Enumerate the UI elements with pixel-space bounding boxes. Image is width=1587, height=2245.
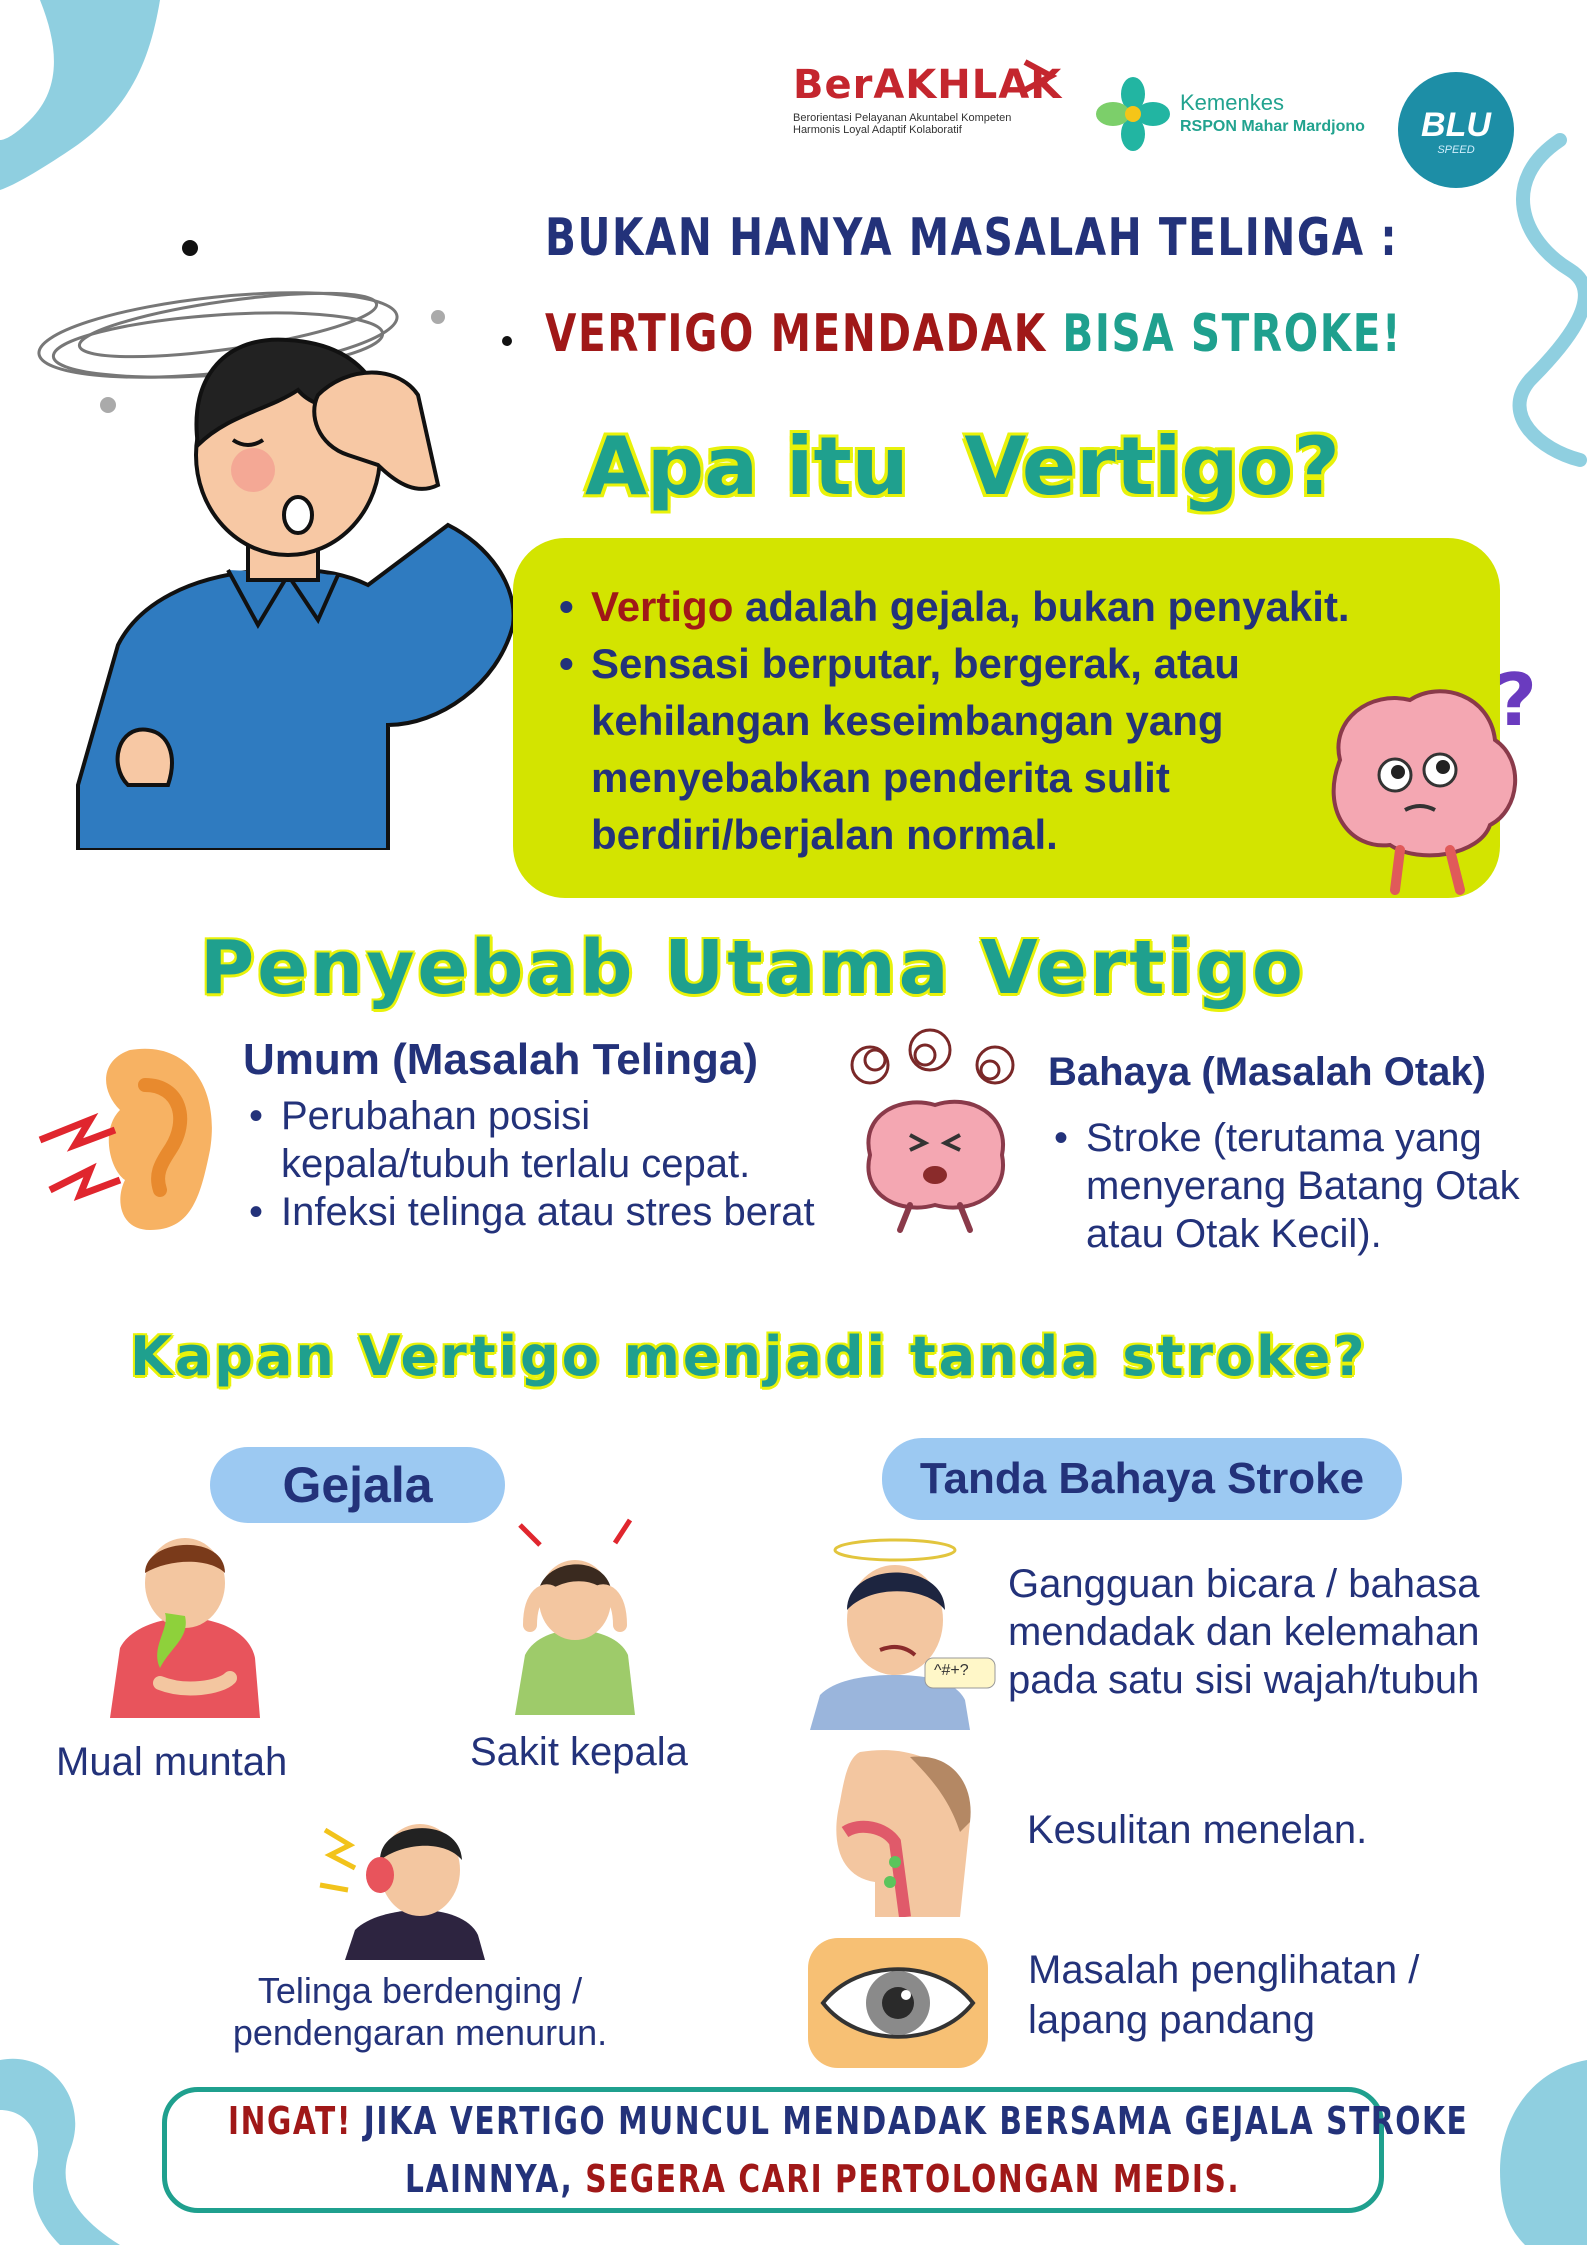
danger-signs-pill: Tanda Bahaya Stroke (882, 1438, 1402, 1520)
danger-cause-item: • Stroke (terutama yang menyerang Batang Otak atau Otak Kecil). (1048, 1114, 1568, 1258)
kemenkes-logo-icon (1093, 74, 1173, 154)
footer-line-1-text: JIKA VERTIGO MUNCUL MENDADAK BERSAMA GEJALA STROKE (363, 2099, 1469, 2143)
confused-brain-icon (1310, 650, 1550, 910)
kemenkes-name: Kemenkes (1180, 90, 1284, 115)
common-causes-list (243, 1092, 823, 1236)
symptom-nausea-label: Mual muntah (56, 1740, 288, 1784)
danger-sign-speech-label: Gangguan bicara / bahasa mendadak dan kelemahan pada satu sisi wajah/tubuh (1008, 1562, 1480, 1702)
header-line-1: BUKAN HANYA MASALAH TELINGA : (545, 208, 1399, 268)
dizzy-man-illustration (18, 225, 538, 850)
common-cause-item: • Perubahan posisi kepala/tubuh terlalu cepat. (243, 1092, 823, 1188)
symptoms-pill: Gejala (210, 1447, 505, 1523)
blu-wordmark: BLU (1421, 106, 1491, 144)
berakhlak-chevron-icon (1021, 56, 1061, 96)
footer-line-1 (228, 2096, 1468, 2146)
what-is-title-part-2: Vertigo? (964, 420, 1340, 513)
eye-icon (808, 1938, 988, 2068)
hospital-name: RSPON Mahar Mardjono (1180, 118, 1365, 135)
what-is-point-2: • Sensasi berputar, bergerak, atau kehilangan keseimbangan yang menyebabkan penderita sulit berdiri/berjalan normal. (553, 635, 1253, 863)
symptom-headache-label: Sakit kepala (470, 1730, 688, 1774)
symptom-tinnitus-label: Telinga berdenging / pendengaran menurun. (232, 1970, 608, 2053)
danger-causes-title: Bahaya (Masalah Otak) (1048, 1050, 1486, 1094)
berakhlak-logo (793, 62, 1083, 172)
svg-text:?: ? (1495, 658, 1537, 742)
speech-problem-icon (805, 1530, 1000, 1730)
ear-pain-icon (30, 1030, 240, 1240)
berakhlak-tagline-1: Berorientasi Pelayanan Akuntabel Kompeten (793, 112, 1012, 124)
when-title: Kapan Vertigo menjadi tanda stroke? (130, 1325, 1368, 1388)
headache-woman-icon (500, 1505, 650, 1715)
danger-sign-swallow-label: Kesulitan menelan. (1027, 1808, 1368, 1852)
footer-line-2-red: SEGERA CARI PERTOLONGAN MEDIS. (585, 2157, 1241, 2201)
blu-logo (1398, 72, 1514, 188)
footer-ingat: INGAT! (228, 2099, 352, 2143)
what-is-list (553, 578, 1350, 863)
common-causes-title: Umum (Masalah Telinga) (243, 1035, 759, 1084)
decor-top-left-blob (0, 0, 210, 200)
common-cause-item: • Infeksi telinga atau stres berat (243, 1188, 823, 1236)
blu-subtext: SPEED (1437, 144, 1475, 156)
tinnitus-man-icon (310, 1790, 500, 1960)
berakhlak-tagline-2: Harmonis Loyal Adaptif Kolaboratif (793, 124, 962, 136)
what-is-title (585, 420, 1340, 513)
danger-sign-vision-label: Masalah penglihatan / lapang pandang (1028, 1948, 1420, 2042)
decor-bottom-left-blob (0, 2040, 130, 2245)
vomiting-man-icon (90, 1518, 280, 1718)
what-is-point-1 (553, 578, 1350, 635)
what-is-point-1-text: adalah gejala, bukan penyakit. (745, 583, 1350, 630)
header-line-2 (545, 304, 1402, 364)
header-teal-text: BISA STROKE! (1062, 304, 1403, 364)
speech-bubble-text: ^#+? (934, 1662, 969, 1679)
header-red-text: VERTIGO MENDADAK (545, 304, 1047, 364)
vertigo-highlight: Vertigo (591, 583, 734, 630)
swallow-throat-icon (820, 1742, 980, 1917)
causes-title: Penyebab Utama Vertigo (200, 925, 1306, 1011)
what-is-title-part-1: Apa itu (585, 420, 909, 513)
berakhlak-wordmark: BerAKHLAK (793, 62, 1063, 108)
danger-causes-list (1048, 1114, 1568, 1258)
footer-line-2-start: LAINNYA, (405, 2157, 574, 2201)
stressed-brain-icon (830, 1025, 1040, 1235)
footer-line-2 (405, 2154, 1240, 2204)
